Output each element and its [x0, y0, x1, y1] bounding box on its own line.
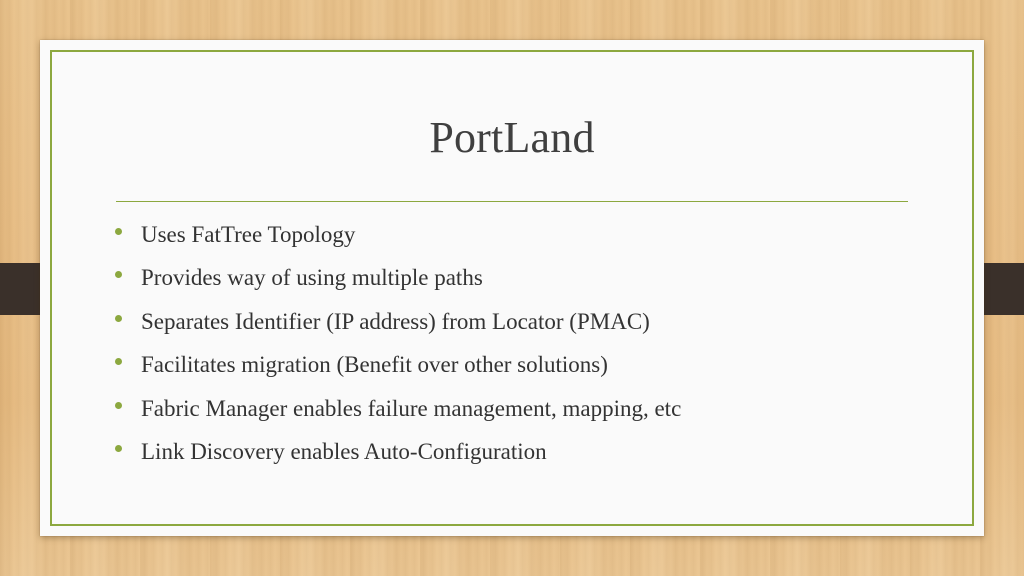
- bullet-item: [115, 390, 681, 433]
- bullet-dot-icon: [115, 315, 122, 322]
- title-divider: [116, 201, 908, 202]
- bullet-text: Facilitates migration (Benefit over other solutions): [141, 352, 608, 378]
- bullet-dot-icon: [115, 402, 122, 409]
- bullet-item: [115, 303, 681, 346]
- slide-title: PortLand: [429, 113, 595, 162]
- bullet-item: [115, 216, 681, 259]
- bullet-text: Uses FatTree Topology: [141, 222, 356, 247]
- bullet-text: Separates Identifier (IP address) from Locator (PMAC): [141, 308, 650, 334]
- bullet-dot-icon: [115, 358, 122, 365]
- bullet-item: [115, 433, 681, 476]
- bullet-text: Provides way of using multiple paths: [141, 265, 483, 291]
- bullet-dot-icon: [115, 445, 122, 452]
- bullet-dot-icon: [115, 228, 122, 235]
- bullet-item: [115, 259, 681, 302]
- bullet-dot-icon: [115, 271, 122, 278]
- bullet-list: [115, 216, 681, 476]
- bullet-item: [115, 346, 681, 389]
- bullet-text: Link Discovery enables Auto-Configuration: [141, 438, 547, 464]
- slide-card: [40, 40, 984, 536]
- bullet-text: Fabric Manager enables failure management, mapping, etc: [141, 395, 682, 421]
